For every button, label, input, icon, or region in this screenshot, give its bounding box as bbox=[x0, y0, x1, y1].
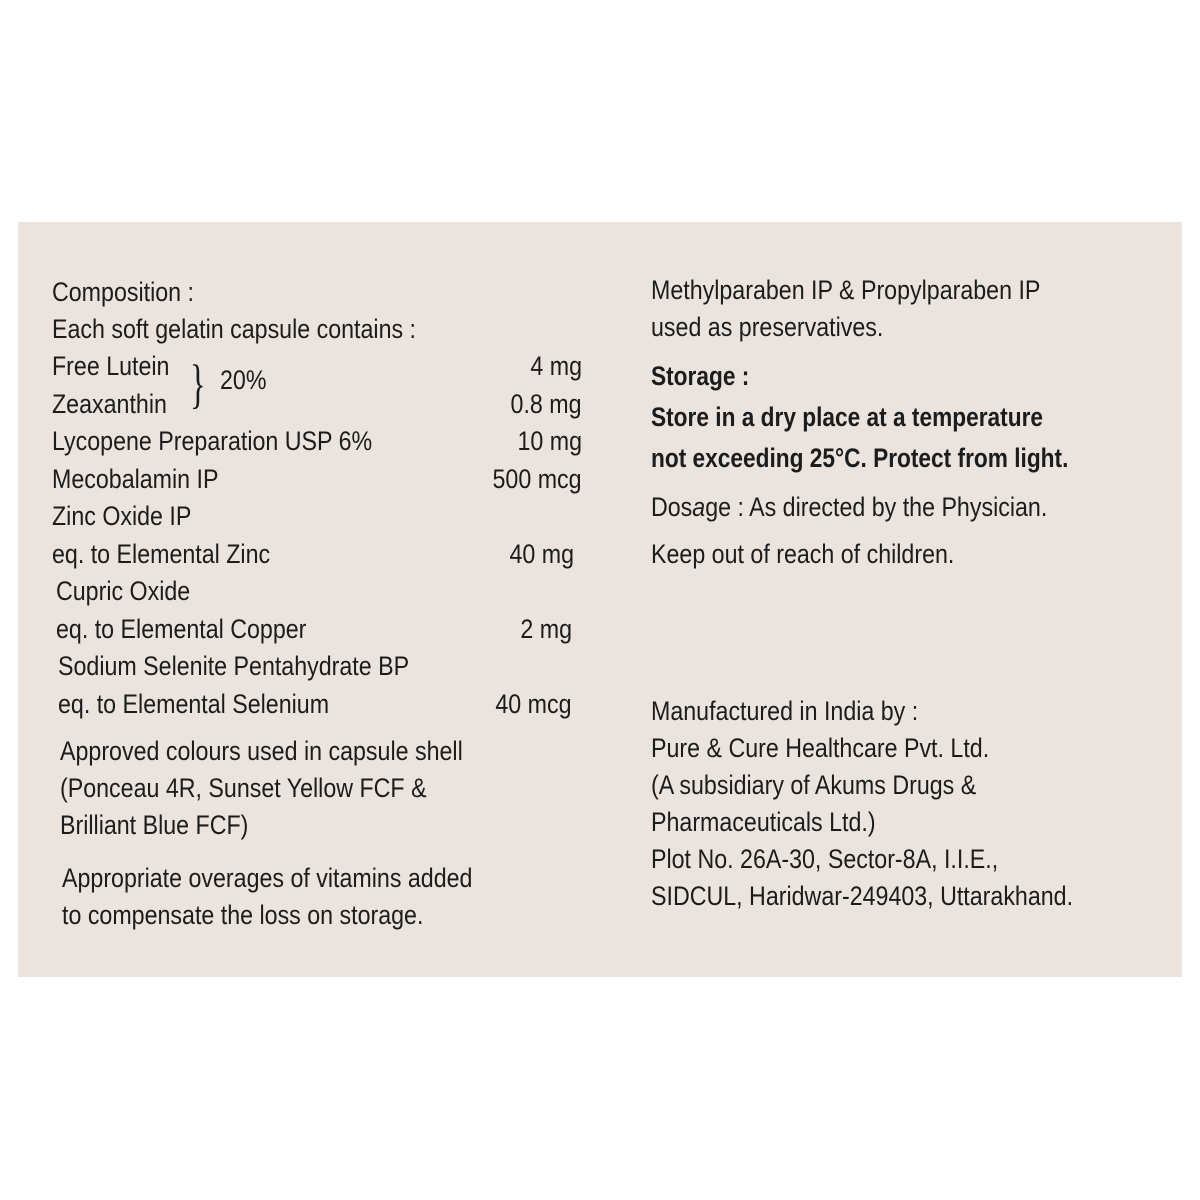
ingredient-name: Lycopene Preparation USP 6% bbox=[52, 426, 373, 456]
ingredient-qty: 4 mg bbox=[530, 351, 582, 381]
ingredient-row bbox=[52, 648, 582, 686]
storage-section bbox=[651, 356, 1171, 479]
ingredient-qty: 10 mg bbox=[517, 426, 582, 456]
ingredient-row bbox=[52, 573, 582, 611]
label-panel bbox=[18, 222, 1182, 977]
ingredient-name: Sodium Selenite Pentahydrate BP bbox=[58, 651, 410, 681]
ingredient-row bbox=[52, 611, 572, 649]
composition-heading: Composition : bbox=[52, 277, 194, 307]
dosage-text: Dosage : As directed by the Physician. bbox=[651, 492, 1048, 522]
manufacturer-info: Manufactured in India by : Pure & Cure Healthcare Pvt. Ltd. (A subsidiary of Akums Drugs & Pharmaceuticals Ltd.) Plot No. 26A-30, Sector-8A, I.I.E., SIDCUL, Haridwar-249403, Uttarakhand. bbox=[651, 696, 1074, 911]
ingredient-row bbox=[52, 348, 582, 386]
colours-note: Approved colours used in capsule shell (Ponceau 4R, Sunset Yellow FCF & Brilliant Blue FCF) bbox=[60, 736, 463, 840]
ingredient-row bbox=[52, 423, 582, 461]
ingredient-row bbox=[52, 386, 582, 424]
ingredient-name: Zeaxanthin bbox=[52, 388, 167, 419]
ingredient-row bbox=[52, 536, 574, 574]
ingredient-row bbox=[52, 461, 582, 499]
ingredient-row bbox=[52, 686, 572, 724]
ingredient-name: Cupric Oxide bbox=[56, 576, 191, 606]
composition-intro: Each soft gelatin capsule contains : bbox=[52, 314, 417, 344]
ingredient-row bbox=[52, 498, 582, 536]
ingredient-qty: 40 mg bbox=[509, 538, 574, 569]
storage-heading: Storage : bbox=[651, 361, 750, 391]
ingredient-qty: 0.8 mg bbox=[511, 388, 582, 419]
group-percentage: 20% bbox=[220, 365, 267, 395]
ingredient-name: eq. to Elemental Copper bbox=[56, 613, 307, 644]
composition-column bbox=[52, 274, 582, 934]
ingredient-name: eq. to Elemental Zinc bbox=[52, 538, 271, 569]
ingredient-name: Free Lutein bbox=[52, 351, 170, 381]
ingredient-name: Mecobalamin IP bbox=[52, 463, 219, 494]
ingredient-qty: 2 mg bbox=[520, 613, 572, 644]
curly-brace-icon: } bbox=[190, 354, 206, 414]
storage-instruction: Store in a dry place at a temperature bbox=[651, 402, 1044, 432]
ingredient-name: eq. to Elemental Selenium bbox=[58, 688, 330, 719]
overages-note: Appropriate overages of vitamins added to compensate the loss on storage. bbox=[62, 863, 473, 930]
lutein-zeaxanthin-group bbox=[52, 348, 582, 423]
preservatives-note: Methylparaben IP & Propylparaben IP used as preservatives. bbox=[651, 275, 1041, 342]
ingredient-qty: 500 mcg bbox=[492, 463, 582, 494]
storage-instruction: not exceeding 25°C. Protect from light. bbox=[651, 443, 1069, 473]
children-warning: Keep out of reach of children. bbox=[651, 539, 955, 569]
info-column bbox=[651, 272, 1171, 915]
ingredient-name: Zinc Oxide IP bbox=[52, 501, 192, 531]
ingredient-qty: 40 mcg bbox=[495, 688, 572, 719]
